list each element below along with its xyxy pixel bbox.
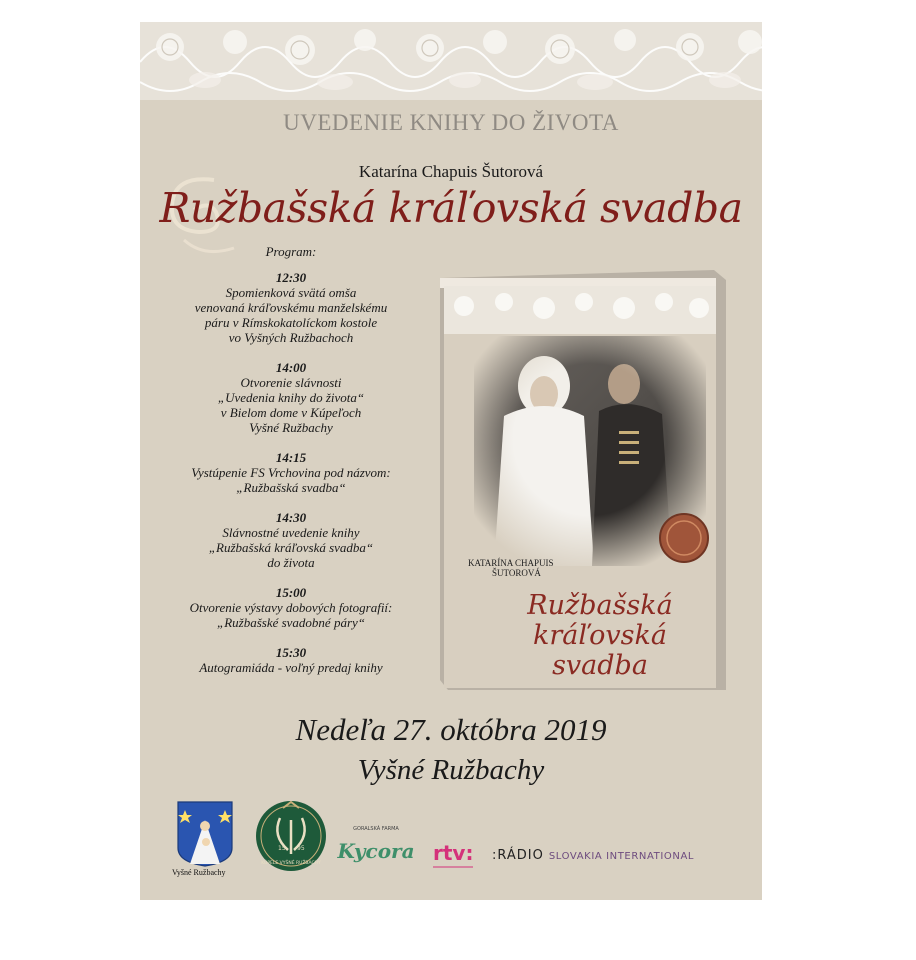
program-time: 14:30: [275, 510, 307, 525]
program-item: [158, 270, 424, 345]
radio-name: :RÁDIO: [492, 848, 544, 863]
program-heading: Program:: [265, 244, 317, 259]
program-item: [158, 510, 424, 570]
program-line: „Uvedenia knihy do života“: [217, 390, 365, 405]
event-heading: UVEDENIE KNIHY DO ŽIVOTA: [283, 110, 619, 135]
spa-logo-icon: [256, 801, 326, 871]
cover-author-line-1: KATARÍNA CHAPUIS: [468, 558, 554, 568]
program-line: Vyšné Ružbachy: [249, 420, 333, 435]
program-line: „Ružbašské svadobné páry“: [216, 615, 366, 630]
cover-title-line-2: kráľovská: [533, 620, 667, 651]
rtv-logo: rtv:: [433, 841, 474, 865]
book-title: Ružbašská kráľovská svadba: [159, 184, 743, 232]
farm-logo-icon: [336, 825, 414, 863]
program-line: Autogramiáda - voľný predaj knihy: [199, 660, 383, 675]
lace-border: [140, 22, 762, 100]
farm-name: Kycora: [337, 839, 415, 863]
poster: [140, 22, 762, 900]
book-cover-image: [434, 266, 726, 690]
radio-subtitle: SLOVAKIA INTERNATIONAL: [548, 851, 695, 862]
program-line: venovaná kráľovskému manželskému: [194, 300, 388, 315]
program-line: Spomienková svätá omša: [225, 285, 357, 300]
program-item: [158, 645, 424, 675]
program-line: Vystúpenie FS Vrchovina pod názvom:: [191, 465, 391, 480]
program-line: Otvorenie výstavy dobových fotografií:: [189, 600, 393, 615]
program-schedule: [158, 244, 424, 690]
program-item: [158, 360, 424, 435]
program-line: v Bielom dome v Kúpeľoch: [220, 405, 362, 420]
event-place: Vyšné Ružbachy: [357, 754, 545, 786]
program-time: 15:00: [275, 585, 307, 600]
program-line: páru v Rímskokatolíckom kostole: [204, 315, 378, 330]
program-line: Slávnostné uvedenie knihy: [222, 525, 360, 540]
crest-label: Vyšné Ružbachy: [172, 868, 226, 877]
program-time: 12:30: [275, 270, 307, 285]
program-line: Otvorenie slávnosti: [240, 375, 342, 390]
radio-logo: [492, 848, 694, 863]
event-date: Nedeľa 27. októbra 2019: [295, 712, 607, 747]
program-line: vo Vyšných Ružbachoch: [228, 330, 354, 345]
program-line: „Ružbašská kráľovská svadba“: [208, 540, 374, 555]
program-line: do života: [267, 555, 315, 570]
program-item: [158, 585, 424, 630]
author-name: Katarína Chapuis Šutorová: [358, 162, 544, 181]
program-line: „Ružbašská svadba“: [236, 480, 346, 495]
spa-logo-text: KÚPELE VYŠNÉ RUŽBACHY: [261, 861, 321, 866]
program-time: 14:15: [275, 450, 307, 465]
cover-author-line-2: ŠUTOROVÁ: [492, 568, 541, 578]
spa-year-left: 15: [278, 845, 286, 852]
program-time: 14:00: [275, 360, 307, 375]
farm-top-text: GORALSKÁ FARMA: [353, 826, 399, 832]
program-item: [158, 450, 424, 495]
cover-title-line-1: Ružbašská: [527, 590, 673, 621]
spa-year-right: 95: [297, 845, 305, 852]
cover-title-line-3: svadba: [552, 650, 648, 681]
village-crest-icon: [178, 802, 232, 866]
program-time: 15:30: [275, 645, 307, 660]
